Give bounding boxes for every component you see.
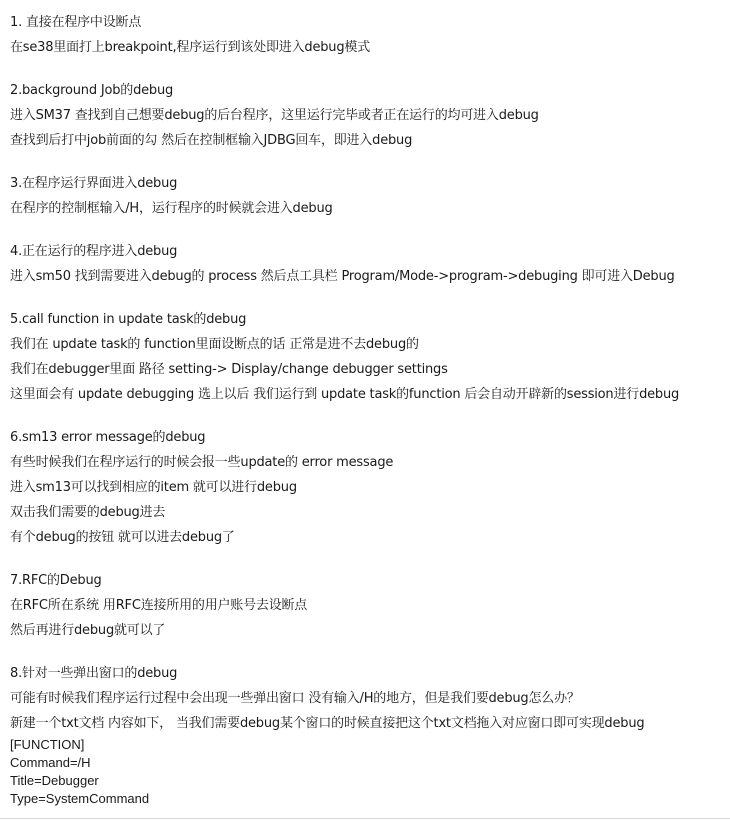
code-line: Title=Debugger [10, 773, 99, 788]
section-7 [10, 568, 725, 643]
section-heading: 3.在程序运行界面进入debug [10, 176, 178, 191]
section-heading: 5.call function in update task的debug [10, 312, 247, 327]
bottom-divider [0, 818, 730, 819]
section-text: 有个debug的按钮 就可以进去debug了 [10, 530, 235, 545]
code-line: [FUNCTION] [10, 737, 85, 752]
section-text: 双击我们需要的debug进去 [10, 505, 166, 520]
section-text: 进入sm50 找到需要进入debug的 process 然后点工具栏 Program/Mode->program->debuging 即可进入Debug [10, 269, 675, 284]
section-heading: 6.sm13 error message的debug [10, 430, 206, 445]
section-text: 新建一个txt文档 内容如下， 当我们需要debug某个窗口的时候直接把这个txt文档拖入对应窗口即可实现debug [10, 716, 645, 731]
section-text: 在程序的控制框输入/H，运行程序的时候就会进入debug [10, 201, 333, 216]
section-heading: 8.针对一些弹出窗口的debug [10, 666, 178, 681]
section-3 [10, 171, 725, 221]
code-line: Type=SystemCommand [10, 791, 150, 806]
code-block [10, 736, 725, 808]
section-text: 在RFC所在系统 用RFC连接所用的用户账号去设断点 [10, 598, 308, 613]
section-text: 在se38里面打上breakpoint,程序运行到该处即进入debug模式 [10, 40, 370, 55]
section-text: 我们在debugger里面 路径 setting-> Display/change debugger settings [10, 362, 448, 377]
section-5 [10, 307, 725, 407]
section-2 [10, 78, 725, 153]
code-line: Command=/H [10, 755, 91, 770]
section-heading: 2.background Job的debug [10, 83, 174, 98]
section-heading: 1. 直接在程序中设断点 [10, 15, 142, 30]
section-heading: 4.正在运行的程序进入debug [10, 244, 178, 259]
section-text: 这里面会有 update debugging 选上以后 我们运行到 update task的function 后会自动开辟新的session进行debug [10, 387, 680, 402]
section-6 [10, 425, 725, 550]
section-text: 查找到后打中job前面的勾 然后在控制框输入JDBG回车，即进入debug [10, 133, 413, 148]
section-heading: 7.RFC的Debug [10, 573, 102, 588]
section-text: 可能有时候我们程序运行过程中会出现一些弹出窗口 没有输入/H的地方，但是我们要debug怎么办？ [10, 691, 580, 706]
section-8 [10, 661, 725, 808]
section-text: 然后再进行debug就可以了 [10, 623, 166, 638]
section-text: 进入sm13可以找到相应的item 就可以进行debug [10, 480, 297, 495]
section-text: 有些时候我们在程序运行的时候会报一些update的 error message [10, 455, 394, 470]
section-1 [10, 10, 725, 60]
section-text: 进入SM37 查找到自己想要debug的后台程序，这里运行完毕或者正在运行的均可进入debug [10, 108, 539, 123]
section-4 [10, 239, 725, 289]
document-body [10, 10, 725, 808]
section-text: 我们在 update task的 function里面设断点的话 正常是进不去debug的 [10, 337, 419, 352]
